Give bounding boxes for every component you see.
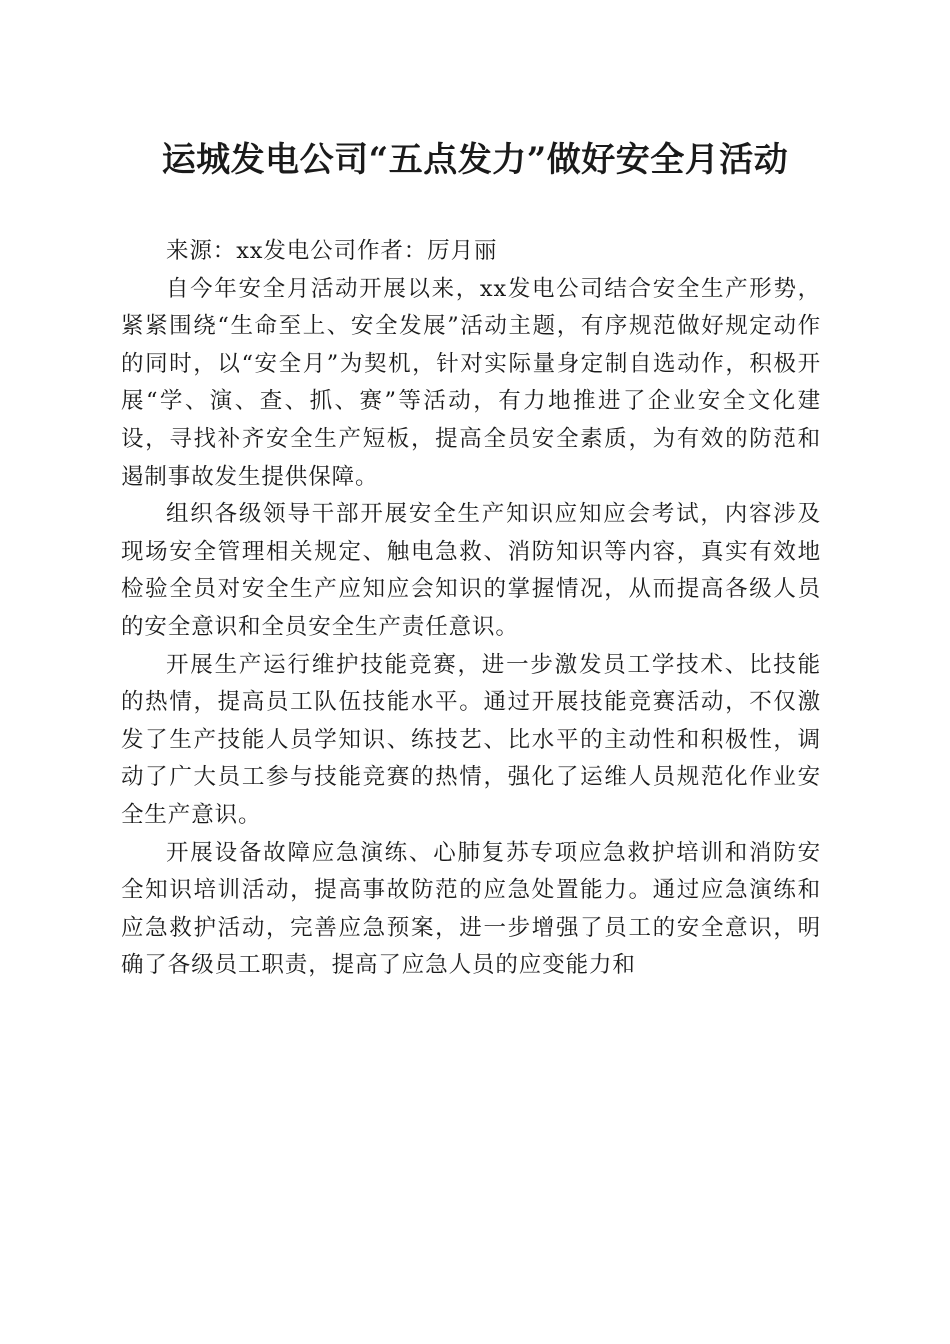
document-title: 运城发电公司“五点发力”做好安全月活动 <box>161 140 789 180</box>
paragraph-knowledge-exam: 组织各级领导干部开展安全生产知识应知应会考试，内容涉及现场安全管理相关规定、触电急救、消防知识等内容，真实有效地检验全员对安全生产应知应会知识的掌握情况，从而提高各级人员的安全意识和全员安全生产责任意识。 <box>121 501 821 640</box>
paragraph-intro: 自今年安全月活动开展以来，xx发电公司结合安全生产形势，紧紧围绕“生命至上、安全发展”活动主题，有序规范做好规定动作的同时，以“安全月”为契机，针对实际量身定制自选动作，积极开展“学、演、查、抓、赛”等活动，有力地推进了企业安全文化建设，寻找补齐安全生产短板，提高全员安全素质，为有效的防范和遏制事故发生提供保障。 <box>121 275 821 490</box>
document-body <box>121 233 821 985</box>
paragraph-emergency-drill: 开展设备故障应急演练、心肺复苏专项应急救护培训和消防安全知识培训活动，提高事故防范的应急处置能力。通过应急演练和应急救护活动，完善应急预案，进一步增强了员工的安全意识，明确了各级员工职责，提高了应急人员的应变能力和 <box>121 839 821 979</box>
source-author-line: 来源：xx发电公司作者：厉月丽 <box>166 238 498 264</box>
paragraph-skills-competition: 开展生产运行维护技能竞赛，进一步激发员工学技术、比技能的热情，提高员工队伍技能水平。通过开展技能竞赛活动，不仅激发了生产技能人员学知识、练技艺、比水平的主动性和积极性，调动了广大员工参与技能竞赛的热情，强化了运维人员规范化作业安全生产意识。 <box>121 651 821 828</box>
